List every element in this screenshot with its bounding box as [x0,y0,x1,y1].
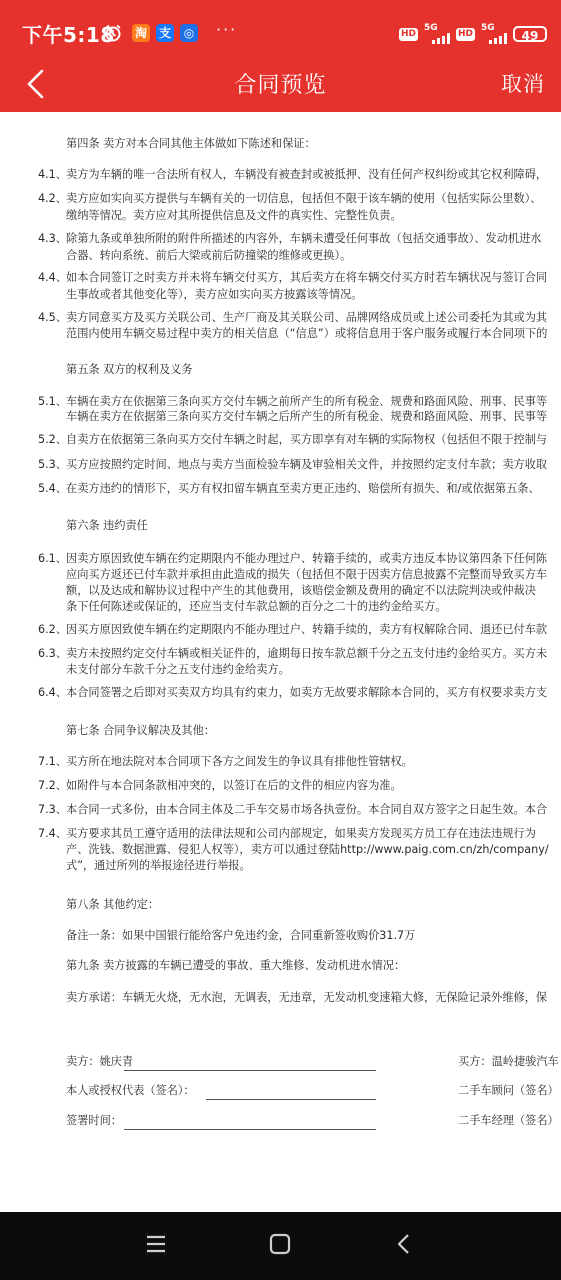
home-square-icon [268,1232,292,1256]
clause-text: 卖方同意买方及买方关联公司、生产厂商及其关联公司、品牌网络成员或上述公司委托为其或为其 [66,311,548,324]
clause-number: 7.4、 [38,827,67,840]
section-heading-6: 第六条 违约责任 [66,519,148,532]
clause-number: 7.1、 [38,755,67,768]
menu-icon [144,1232,168,1256]
sign-time-line[interactable] [124,1129,376,1130]
clause-text: 额，以及达成和解协议过程中产生的其他费用，该赔偿金额及费用的确定不以法院判决或仲裁决 [66,584,536,597]
menu-button[interactable] [144,1232,168,1260]
clause-text: 条下任何陈述或保证的，还应当支付车款总额的百分之二十的违约金给买方。 [66,600,447,613]
page-title: 合同预览 [234,73,327,98]
battery-icon: 49 [513,26,547,42]
title-bar [0,56,561,112]
clause-text: 买方应按照约定时间、地点与卖方当面检验车辆及审验相关文件，并按照约定支付车款；卖方收取 [66,458,548,471]
app-notification-icon: ◎ [180,24,198,42]
clause-text: 如本合同签订之时卖方并未将车辆交付买方，其后卖方在将车辆交付买方时若车辆状况与签订合同 [66,271,548,284]
section-heading-7: 第七条 合同争议解决及其他： [66,724,215,737]
buyer-name: 买方：温岭捷骏汽车 [458,1055,559,1068]
contract-document[interactable] [0,112,561,1212]
clause-text: 未支付部分车款千分之五支付违约金给卖方。 [66,663,290,676]
representative-signature-line[interactable] [206,1099,376,1100]
clause-text: 如附件与本合同条款相冲突的，以签订在后的文件的相应内容为准。 [66,779,402,792]
clause-number: 5.4、 [38,482,67,495]
other-agreement-note: 备注一条：如果中国银行能给客户免违约金，合同重新签收购价31.7万 [66,929,416,942]
seller-signature-line [124,1070,376,1071]
clause-text: 应向买方返还已付车款并承担由此造成的损失（包括但不限于因卖方信息披露不完整而导致买方车 [66,568,548,581]
hd-badge-1: HD [400,28,416,39]
clause-number: 5.3、 [38,458,67,471]
navigation-bar [0,1212,561,1280]
clause-text: 车辆在卖方在依据第三条向买方交付车辆之后所产生的所有税金、规费和路面风险、刑事、民事等 [66,410,548,423]
section-heading-8: 第八条 其他约定： [66,898,160,911]
clause-text: 买方要求其员工遵守适用的法律法规和公司内部规定，如果卖方发现买方员工存在违法违规行为 [66,827,536,840]
clause-number: 4.2、 [38,192,67,205]
clause-number: 6.4、 [38,686,67,699]
clause-number: 6.2、 [38,623,67,636]
hd-badge-2: HD [457,28,473,39]
status-time: 下午5:18 [22,23,115,47]
status-indicators [399,22,547,46]
consultant-label: 二手车顾问（签名） [458,1084,559,1097]
home-button[interactable] [268,1232,292,1260]
clause-text: 卖方为车辆的唯一合法所有权人，车辆没有被查封或被抵押、没有任何产权纠纷或其它权利障碍， [66,168,548,181]
clause-text: 式”，通过所列的举报途径进行举报。 [66,859,251,872]
taobao-app-icon: 淘 [132,24,150,42]
back-triangle-icon [392,1232,416,1256]
section-heading-9: 第九条 卖方披露的车辆已遭受的事故、重大维修、发动机进水情况： [66,959,406,972]
network-label-1: 5G [423,23,438,33]
clause-number: 5.1、 [38,395,67,408]
clause-text: 在卖方违约的情形下，买方有权扣留车辆直至卖方更正违约、赔偿所有损失、和/或依据第五条、 [66,482,540,495]
signal-icon-2 [481,24,507,44]
clause-text: 自卖方在依据第三条向买方交付车辆之时起，买方即享有对车辆的实际物权（包括但不限于控制与 [66,433,548,446]
clause-text: 卖方未按照约定交付车辆或相关证件的，逾期每日按车款总额千分之五支付违约金给买方。买方未 [66,647,548,660]
clause-number: 6.3、 [38,647,67,660]
alipay-app-icon: 支 [156,24,174,42]
clause-text: 产、洗钱、数据泄露、侵犯人权等），卖方可以通过登陆http://www.paig.com.cn/zh/company/ [66,843,549,856]
manager-label: 二手车经理（签名） [458,1114,559,1127]
status-bar [0,0,561,56]
clause-number: 7.3、 [38,803,67,816]
clause-number: 4.4、 [38,271,67,284]
clause-number: 6.1、 [38,552,67,565]
clause-text: 车辆在卖方在依据第三条向买方交付车辆之前所产生的所有税金、规费和路面风险、刑事、民事等 [66,395,548,408]
clause-text: 合器、转向系统、前后大梁或前后防撞梁的维修或更换）。 [66,249,352,262]
clause-text: 范围内使用车辆交易过程中卖方的相关信息（“信息”）或将信息用于客户服务或履行本合同项下的 [66,327,548,340]
signal-icon-1 [424,24,450,44]
clause-text: 卖方应如实向买方提供与车辆有关的一切信息，包括但不限于该车辆的使用（包括实际公里数）、 [66,192,542,205]
clause-text: 本合同签署之后即对买卖双方均具有约束力，如卖方无故要求解除本合同的，买方有权要求卖方支 [66,686,548,699]
clause-text: 除第九条或单独所附的附件所描述的内容外，车辆未遭受任何事故（包括交通事故）、发动机进水 [66,232,542,245]
section-heading-5: 第五条 双方的权利及义务 [66,363,193,376]
clause-number: 5.2、 [38,433,67,446]
clause-number: 7.2、 [38,779,67,792]
clause-text: 缴纳等情况。卖方应对其所提供信息及文件的真实性、完整性负责。 [66,209,402,222]
clause-number: 4.5、 [38,311,67,324]
clause-text: 买方所在地法院对本合同项下各方之间发生的争议具有排他性管辖权。 [66,755,413,768]
section-heading-4: 第四条 卖方对本合同其他主体做如下陈述和保证： [66,137,316,150]
back-button[interactable] [16,65,56,103]
clause-text: 因卖方原因致使车辆在约定期限内不能办理过户、转籍手续的，或卖方违反本协议第四条下任何陈 [66,552,548,565]
clause-number: 4.3、 [38,232,67,245]
cancel-button[interactable]: 取消 [501,72,545,96]
sign-time-label: 签署时间： [66,1114,122,1127]
seller-name: 卖方：姚庆青 [66,1055,134,1068]
clause-text: 生事故或者其他变化等），卖方应如实向买方披露该等情况。 [66,288,363,301]
clause-number: 4.1、 [38,168,67,181]
clause-text: 因买方原因致使车辆在约定期限内不能办理过户、转籍手续的，卖方有权解除合同、退还已付车款 [66,623,548,636]
clause-text: 本合同一式多份，由本合同主体及二手车交易市场各执壹份。本合同自双方签字之日起生效。本合 [66,803,548,816]
more-notifications-icon: ··· [216,20,238,39]
network-label-2: 5G [481,23,495,33]
seller-statement: 卖方承诺：车辆无火烧，无水泡，无调表，无违章，无发动机变速箱大修，无保险记录外维修，保 [66,991,548,1004]
representative-label: 本人或授权代表（签名）： [66,1084,195,1097]
chevron-left-icon [16,65,56,103]
nav-back-button[interactable] [392,1232,416,1260]
alarm-icon [104,24,122,42]
